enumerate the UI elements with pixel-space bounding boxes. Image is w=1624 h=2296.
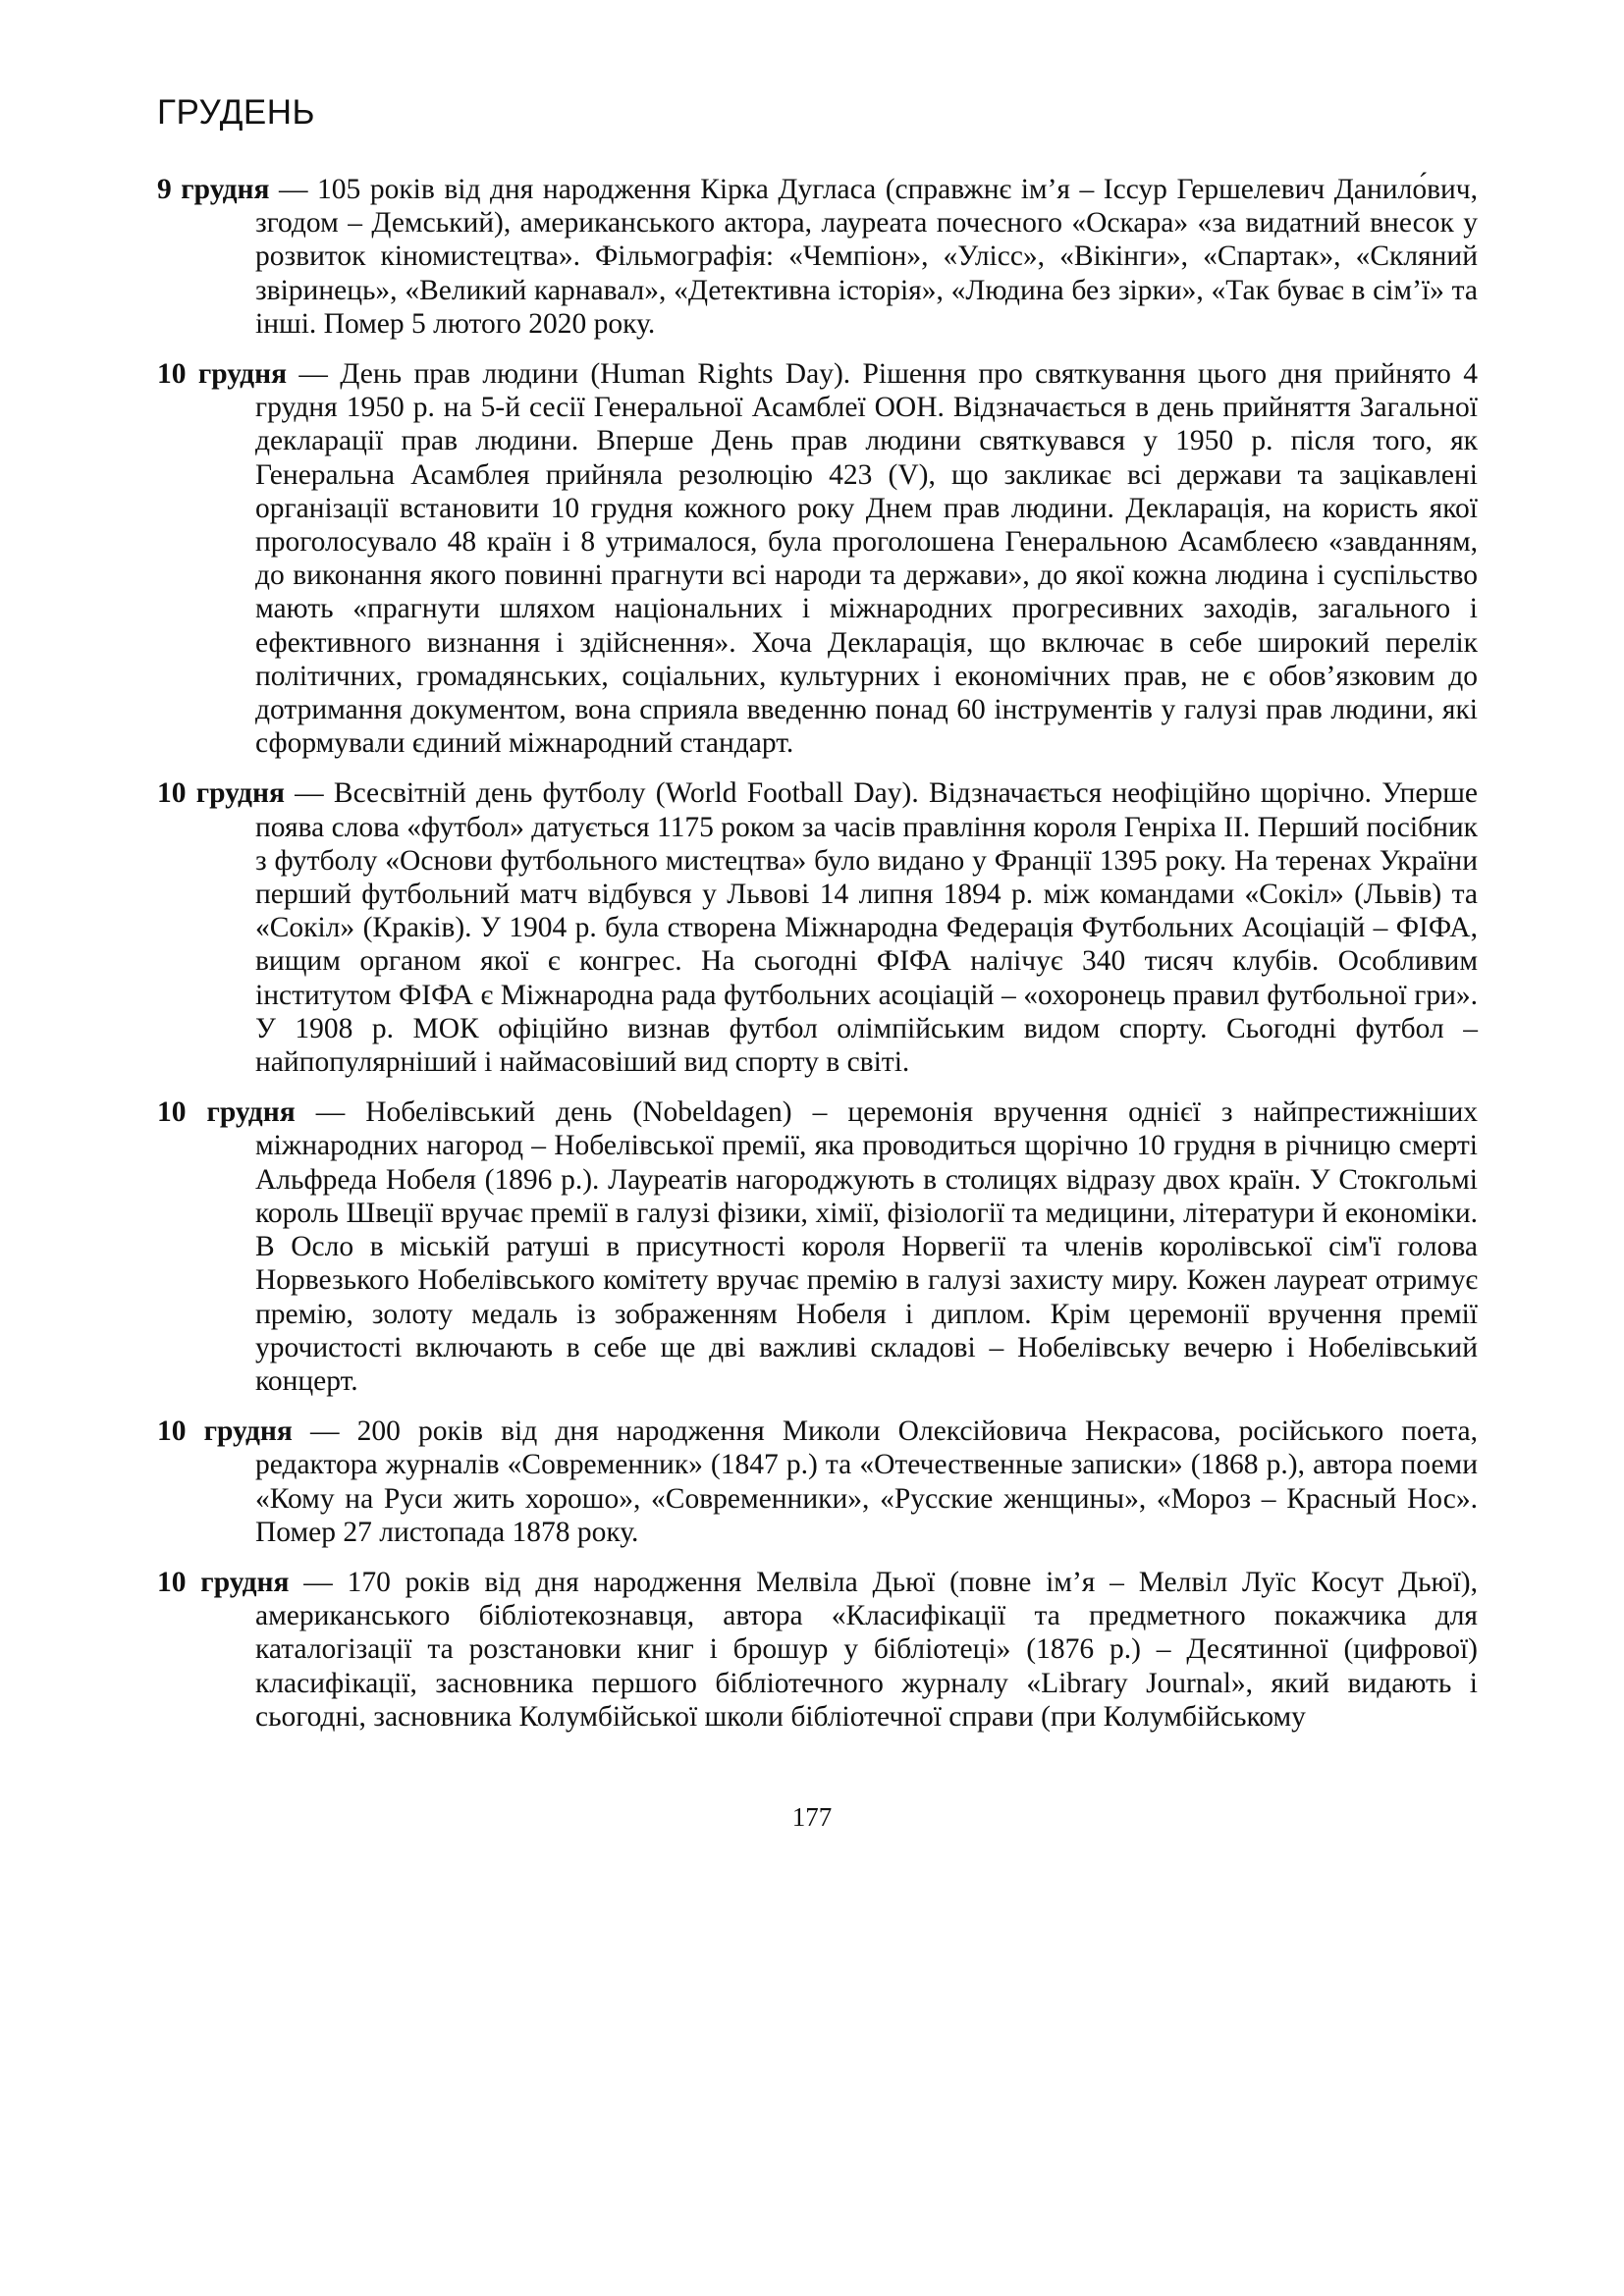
calendar-entry [157,1095,1478,1398]
entry-text: — Нобелівський день (Nobeldagen) – церемонія вручення однієї з найпрестижніших міжнародних нагород – Нобелівської премії, яка проводиться щорічно 10 грудня в річницю смерті Альфреда Нобеля (1896 р.). Лауреатів нагороджують в столицях відразу двох країн. У Стокгольмі король Швеції вручає премії в галузі фізики, хімії, фізіології та медицини, літератури й економіки. В Осло в міській ратуші в присутності короля Норвегії та членів королівської сім'ї голова Норвезького Нобелівського комітету вручає премію в галузі захисту миру. Кожен лауреат отримує премію, золоту медаль із зображенням Нобеля і диплом. Крім церемонії вручення премії урочистості включають в себе ще дві важливі складові – Нобелівську вечерю і Нобелівський концерт. [255,1096,1478,1397]
calendar-entry [157,1566,1478,1734]
document-page [157,86,1478,1750]
calendar-entry [157,357,1478,760]
section-heading: ГРУДЕНЬ [157,93,315,132]
entry-text: — 170 років від дня народження Мелвіла Дьюї (повне ім’я – Мелвіл Луїс Косут Дьюї), американського бібліотекознавця, автора «Класифікації та предметного покажчика для каталогізації та розстановки книг і брошур у бібліотеці» (1876 р.) – Десятинної (цифрової) класифікації, засновника першого бібліотечного журналу «Library Journal», який видають і сьогодні, засновника Колумбійської школи бібліотечної справи (при Колумбійському [255,1566,1478,1733]
entry-text: — День прав людини (Human Rights Day). Рішення про святкування цього дня прийнято 4 грудня 1950 р. на 5-й сесії Генеральної Асамблеї ООН. Відзначається в день прийняття Загальної декларації прав людини. Вперше День прав людини святкувався у 1950 р. після того, як Генеральна Асамблея прийняла резолюцію 423 (V), що закликає всі держави та зацікавлені організації встановити 10 грудня кожного року Днем прав людини. Декларація, на користь якої проголосувало 48 країн і 8 утрималося, була проголошена Генеральною Асамблеєю «завданням, до виконання якого повинні прагнути всі народи та держави», до якої кожна людина і суспільство мають «прагнути шляхом національних і міжнародних прогресивних заходів, загального і ефективного визнання і здійснення». Хоча Декларація, що включає в себе широкий перелік політичних, громадянських, соціальних, культурних і економічних прав, не є обов’язковим до дотримання документом, вона сприяла введенню понад 60 інструментів у галузі прав людини, які сформували єдиний міжнародний стандарт. [255,358,1478,760]
entry-date: 10 грудня [157,1096,296,1129]
entry-date: 10 грудня [157,777,285,810]
entry-date: 9 грудня [157,174,270,205]
calendar-entry [157,1415,1478,1549]
entry-text: — Всесвітній день футболу (World Football Day). Відзначається неофіційно щорічно. Уперше поява слова «футбол» датується 1175 роком за часів правління короля Генріха II. Перший посібник з футболу «Основи футбольного мистецтва» було видано у Франції 1395 року. На теренах України перший футбольний матч відбувся у Львові 14 липня 1894 р. між командами «Сокіл» (Львів) та «Сокіл» (Краків). У 1904 р. була створена Міжнародна Федерація Футбольних Асоціацій – ФІФА, вищим органом якої є конгрес. На сьогодні ФІФА налічує 340 тисяч клубів. Особливим інститутом ФІФА є Міжнародна рада футбольних асоціацій – «охоронець правил футбольної гри». У 1908 р. МОК офіційно визнав футбол олімпійським видом спорту. Сьогодні футбол – найпопулярніший і наймасовіший вид спорту в світі. [255,777,1479,1079]
entry-text: — 200 років від дня народження Миколи Олексійовича Некрасова, російського поета, редактора журналів «Современник» (1847 р.) та «Отечественные записки» (1868 р.), автора поеми «Кому на Руси жить хорошо», «Современники», «Русские женщины», «Мороз – Красный Нос». Помер 27 листопада 1878 року. [255,1415,1478,1548]
entry-text: — 105 років від дня народження Кірка Дугласа (справжнє ім’я – Іссур Гершелевич Данило́вич, згодом – Демський), американського актора, лауреата почесного «Оскара» «за видатний внесок у розвиток кіномистецтва». Фільмографія: «Чемпіон», «Улісс», «Вікінги», «Спартак», «Скляний звіринець», «Великий карнавал», «Детективна історія», «Людина без зірки», «Так буває в сім’ї» та інші. Помер 5 лютого 2020 року. [255,174,1478,340]
entry-date: 10 грудня [157,1415,293,1448]
page-number: 177 [791,1802,833,1832]
calendar-entry [157,776,1478,1079]
calendar-entry [157,173,1478,341]
entry-date: 10 грудня [157,358,288,391]
entry-date: 10 грудня [157,1566,290,1598]
